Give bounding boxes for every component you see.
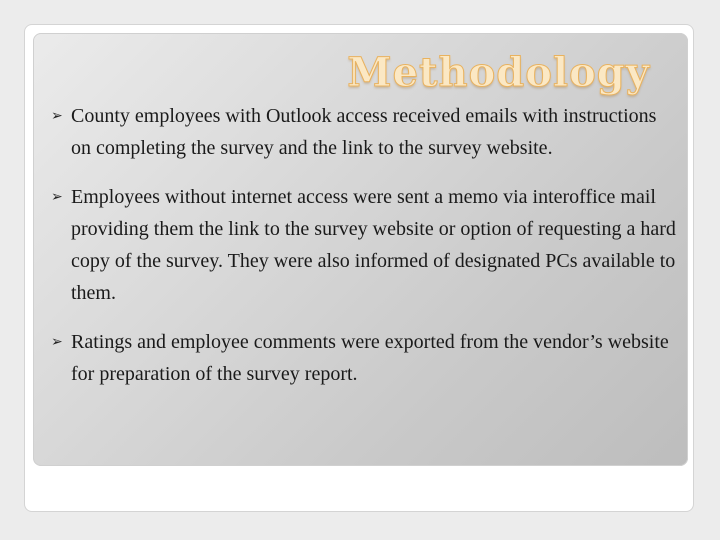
bullet-item [51,181,676,309]
bullet-text: Ratings and employee comments were exported from the vendor’s website for preparation of the survey report. [71,331,669,385]
bullet-list [51,100,676,407]
bullet-item [51,326,676,390]
bullet-text: County employees with Outlook access received emails with instructions on completing the survey and the link to the survey website. [71,105,657,159]
slide-title: Methodology [347,49,650,96]
arrowhead-bullet-icon: ➢ [51,189,63,205]
bullet-item [51,100,676,164]
arrowhead-bullet-icon: ➢ [51,334,63,350]
arrowhead-bullet-icon: ➢ [51,108,63,124]
bullet-text: Employees without internet access were sent a memo via interoffice mail providing them the link to the survey website or option of requesting a hard copy of the survey. They were also informed of designated PCs available to them. [71,186,676,304]
